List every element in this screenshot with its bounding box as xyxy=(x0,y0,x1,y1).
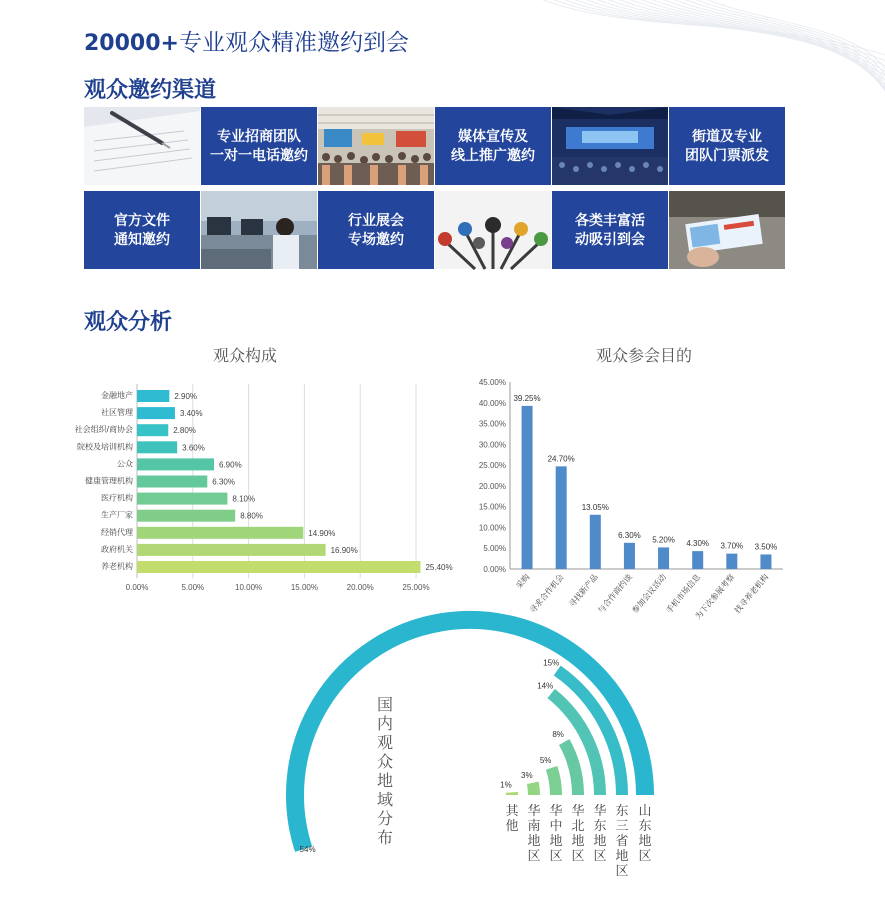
x-tick-label: 10.00% xyxy=(235,583,263,593)
category-label: 手机市场信息 xyxy=(664,572,703,616)
chart-title-char: 众 xyxy=(376,754,394,771)
y-tick-label: 45.00% xyxy=(478,378,506,387)
chart-title-char: 布 xyxy=(376,830,394,847)
chart-title-char: 观 xyxy=(376,735,394,752)
chart-title-char: 地 xyxy=(376,773,394,790)
column xyxy=(522,406,533,569)
x-tick-label: 20.00% xyxy=(346,583,374,593)
y-tick-label: 20.00% xyxy=(478,481,506,491)
bar xyxy=(137,527,303,539)
channel-street-tickets: 街道及专业 团队门票派发 xyxy=(669,107,785,185)
photo-pen-paper xyxy=(84,107,200,185)
category-label-char: 其 xyxy=(505,803,519,818)
data-label: 6.90% xyxy=(219,460,242,470)
category-label: 医疗机构 xyxy=(101,493,133,503)
x-tick-label: 25.00% xyxy=(402,583,430,593)
category-label-char: 地 xyxy=(638,833,652,848)
bar xyxy=(137,458,214,470)
category-label-char: 南 xyxy=(527,818,541,833)
category-label-char: 他 xyxy=(505,818,519,833)
x-tick-label: 15.00% xyxy=(290,583,318,593)
category-label-char: 地 xyxy=(549,833,563,848)
background-line xyxy=(553,0,885,80)
headline-text: 专业观众精准邀约到会 xyxy=(178,29,409,55)
category-label: 经销代理 xyxy=(101,527,133,537)
column xyxy=(692,551,703,569)
radial-bar xyxy=(533,783,534,795)
category-label-char: 北 xyxy=(571,818,585,833)
column xyxy=(590,515,601,569)
chart-title-char: 国 xyxy=(376,697,394,714)
channel-events: 各类丰富活 动吸引到会 xyxy=(552,191,668,269)
chart-title-char: 域 xyxy=(376,792,394,809)
category-label-char: 东 xyxy=(638,818,652,833)
category-label-char: 区 xyxy=(615,863,629,878)
y-tick-label: 30.00% xyxy=(478,440,506,450)
x-tick-label: 5.00% xyxy=(181,583,205,593)
bar xyxy=(137,407,175,419)
y-tick-label: 5.00% xyxy=(483,544,506,554)
category-label: 社区管理 xyxy=(101,408,133,418)
bar xyxy=(137,390,169,402)
bar xyxy=(137,544,326,556)
data-label: 39.25% xyxy=(513,393,541,403)
category-label-char: 地 xyxy=(615,848,629,863)
data-label: 6.30% xyxy=(212,477,235,487)
category-label-char: 区 xyxy=(527,848,541,863)
y-tick-label: 35.00% xyxy=(478,419,506,429)
category-label-char: 三 xyxy=(615,818,629,833)
radial-bar xyxy=(564,742,578,795)
data-label: 8.10% xyxy=(232,494,256,504)
category-label: 找寻养老机构 xyxy=(732,572,771,616)
section-title-channels: 观众邀约渠道 xyxy=(84,77,217,102)
photo-exhibition-crowd xyxy=(318,107,434,185)
channel-phone-invite: 专业招商团队 一对一电话邀约 xyxy=(201,107,317,185)
composition-bar-chart xyxy=(70,380,460,600)
channel-grid xyxy=(84,107,785,269)
data-label: 13.05% xyxy=(581,502,609,512)
data-label: 25.40% xyxy=(425,563,453,572)
y-tick-label: 40.00% xyxy=(478,398,506,408)
data-label: 3.60% xyxy=(182,443,205,453)
category-label: 养老机构 xyxy=(101,562,133,571)
data-label: 14% xyxy=(537,681,554,691)
category-label-char: 省 xyxy=(615,833,629,848)
column xyxy=(760,554,771,569)
photo-microphones xyxy=(435,191,551,269)
x-tick-label: 0.00% xyxy=(125,583,149,593)
category-label-char: 区 xyxy=(593,848,607,863)
data-label: 2.80% xyxy=(173,426,196,436)
category-label-char: 地 xyxy=(527,833,541,848)
data-label: 5.20% xyxy=(652,535,675,545)
category-label: 寻求合作机会 xyxy=(527,572,566,616)
bar xyxy=(137,493,227,505)
data-label: 2.90% xyxy=(174,392,198,401)
bar xyxy=(137,441,177,453)
data-label: 54% xyxy=(299,845,316,855)
photo-ticket-handout xyxy=(669,191,785,269)
category-label-char: 地 xyxy=(593,833,607,848)
category-label-char: 华 xyxy=(593,803,607,818)
chart-title-char: 内 xyxy=(376,716,394,733)
category-label: 政府机关 xyxy=(101,544,133,554)
chart-title-composition: 观众构成 xyxy=(213,348,278,365)
column xyxy=(556,466,567,569)
column xyxy=(624,543,635,569)
category-label-char: 地 xyxy=(571,833,585,848)
category-label-char: 中 xyxy=(549,818,563,833)
data-label: 16.90% xyxy=(330,545,358,555)
column xyxy=(658,547,669,569)
data-label: 24.70% xyxy=(547,454,575,464)
category-label-char: 区 xyxy=(571,848,585,863)
data-label: 3.50% xyxy=(754,542,778,552)
channel-industry-expo: 行业展会 专场邀约 xyxy=(318,191,434,269)
photo-call-center xyxy=(201,191,317,269)
y-tick-label: 15.00% xyxy=(478,502,506,512)
category-label-char: 区 xyxy=(549,848,563,863)
category-label: 公众 xyxy=(117,459,133,469)
headline-number: 20000+ xyxy=(84,31,179,56)
data-label: 1% xyxy=(500,780,512,790)
category-label-char: 华 xyxy=(571,803,585,818)
category-label: 参加会议活动 xyxy=(630,572,669,616)
channel-official-notice: 官方文件 通知邀约 xyxy=(84,191,200,269)
data-label: 8.80% xyxy=(240,511,263,521)
photo-conference-hall xyxy=(552,107,668,185)
data-label: 3.70% xyxy=(720,541,744,551)
category-label: 与合作商约谈 xyxy=(596,572,634,616)
category-label: 院校及培训机构 xyxy=(77,442,133,452)
data-label: 4.30% xyxy=(686,539,710,549)
column xyxy=(726,554,737,569)
y-tick-label: 10.00% xyxy=(478,523,506,533)
data-label: 15% xyxy=(543,658,560,668)
category-label: 采购 xyxy=(514,572,532,591)
bar xyxy=(137,510,235,522)
bar xyxy=(137,561,420,573)
radial-bar xyxy=(552,768,556,795)
channel-media-promotion: 媒体宣传及 线上推广邀约 xyxy=(435,107,551,185)
y-tick-label: 0.00% xyxy=(483,565,506,574)
chart-title-purpose: 观众参会目的 xyxy=(596,348,693,365)
data-label: 8% xyxy=(552,730,564,740)
y-tick-label: 25.00% xyxy=(478,461,506,471)
category-label-char: 东 xyxy=(615,803,629,818)
category-label-char: 华 xyxy=(549,803,563,818)
category-label-char: 东 xyxy=(593,818,607,833)
data-label: 3.40% xyxy=(179,409,203,419)
data-label: 3% xyxy=(521,770,533,780)
category-label-char: 华 xyxy=(527,803,541,818)
purpose-column-chart xyxy=(465,372,795,642)
category-label: 生产厂家 xyxy=(101,510,133,520)
category-label-char: 山 xyxy=(638,803,652,818)
bar xyxy=(137,476,207,488)
category-label: 寻找新产品 xyxy=(567,572,600,609)
category-label-char: 区 xyxy=(638,848,652,863)
background-line xyxy=(575,0,885,93)
region-radial-chart xyxy=(270,620,650,890)
section-title-analysis: 观众分析 xyxy=(84,309,173,334)
data-label: 5% xyxy=(539,755,552,765)
data-label: 14.90% xyxy=(308,528,336,538)
category-label: 健康管理机构 xyxy=(85,476,133,486)
page-headline xyxy=(84,24,409,57)
category-label: 为下次参展考察 xyxy=(693,572,737,622)
bar xyxy=(137,424,168,436)
data-label: 6.30% xyxy=(618,530,641,540)
category-label: 社会组织/商协会 xyxy=(74,425,133,435)
chart-title-char: 分 xyxy=(376,811,394,828)
category-label: 金融地产 xyxy=(101,391,133,400)
